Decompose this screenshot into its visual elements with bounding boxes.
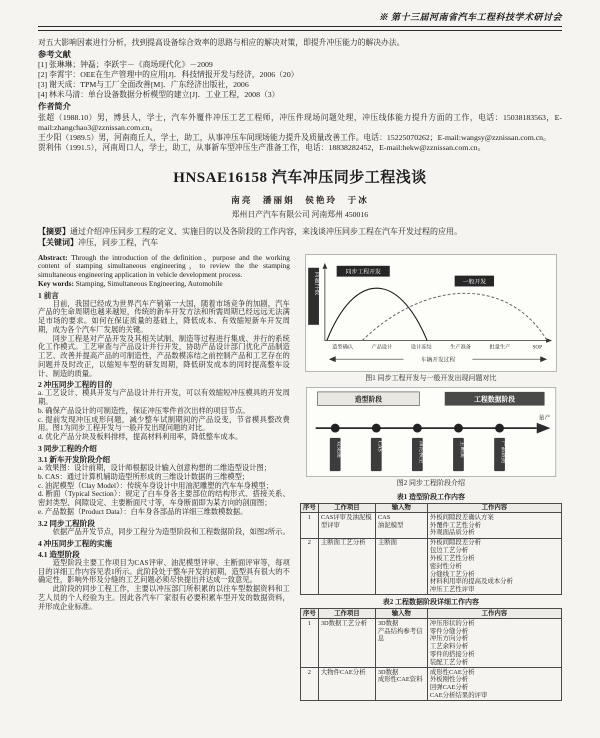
abstract-cn-text: 通过介绍冲压同步工程的定义、实施目的以及各阶段的工作内容，来浅谈冲压同步工程在汽车开发过程的应用。	[70, 226, 462, 236]
table-cell	[375, 668, 427, 701]
table-cell-line: 冲压形状的分析	[429, 619, 475, 627]
figure1-xtick-0: 造型确认	[332, 343, 353, 350]
figure2-phase1-label: 造型阶段	[354, 395, 382, 403]
abstract-cn-label: 【摘要】	[38, 226, 70, 236]
figure1-caption: 图1 同步工程开发与一般开发出现问题对比	[365, 373, 497, 382]
abstract-cn	[38, 227, 562, 237]
figure1-legend1: 同步工程开发	[345, 269, 381, 276]
section-heading: 3 同步工程的介绍	[38, 443, 97, 453]
figure1-xtick-5: SOP	[532, 343, 542, 350]
table-cell-line: 主断面	[377, 539, 398, 547]
prev-paper-conclusion: 对五大影响因素进行分析，找到提高设备综合效率的思路与相应的解决对策，即提升冲压能力的解决办法。	[38, 38, 405, 47]
paragraph: Abstract: Through the introduction of the definition、purpose and the working content of stamping simultaneous engineering，to review the the stamping simultaneous engineering application in vehicle development process.	[38, 252, 290, 279]
table-cell-line: 密封性分析	[429, 562, 462, 570]
table-header-cell: 工作内容	[427, 609, 561, 619]
table2	[300, 608, 562, 701]
figure1-xtick-4: 批量生产	[489, 343, 511, 350]
table-cell-line: 工艺余料分析	[429, 643, 469, 651]
author-bio: 张超（1988.10）男，博县人，学士，汽车外覆件冲压工艺工程师，冲压件现场问题处理，冲压线体能力提升方面的工作，电话：15038183563，E-mail:zhangchao3@zznissan.com.cn。	[38, 112, 562, 132]
figure2-node-2	[413, 423, 422, 432]
header-divider	[38, 26, 562, 31]
paragraph: b. CAS：通过计算机辅助造型所形成的三维设计数据的三维模型；	[38, 471, 250, 481]
figure2-node-0	[331, 423, 340, 432]
table-cell-line: 零件分缝分析	[429, 627, 469, 635]
figure2-milestone-1: CAS	[376, 440, 383, 452]
paragraph: e. 产品数据（Product Data）：白车身各部品的详细三维数模数据。	[38, 506, 248, 516]
table-cell: CAS评审及油泥模型评审	[318, 513, 375, 538]
table-cell-line: CAE分析结果的评审	[429, 692, 488, 700]
figure1-xtick-2: 设计冻结	[410, 343, 432, 350]
table-cell-line: 外观面品质分析	[429, 529, 475, 537]
figure2-caption: 图2 同步工程阶段介绍	[396, 478, 466, 487]
figure2-node-1	[372, 423, 381, 432]
paragraph: c. 提前发现冲压成形问题，减少整车试制期间的产品设变，节省模具整改费用。图1为同步工程开发与一般开发出现问题的对比。	[38, 414, 290, 433]
table-cell-line: CAS	[377, 513, 391, 521]
table-cell-line: 成形性CAE资料	[377, 676, 423, 684]
table-cell-line: 冲压工艺性评审	[429, 586, 475, 594]
table-row	[300, 668, 561, 701]
table-cell	[427, 619, 561, 668]
paragraph: a. 效果图：设计前期，设计师根据设计输入创意构想的二维造型设计图；	[38, 463, 272, 473]
table-cell	[427, 668, 561, 701]
keywords-cn-label: 【关键词】	[38, 238, 78, 248]
table-cell	[375, 538, 427, 595]
table1	[300, 503, 562, 596]
table-row	[300, 513, 561, 538]
reference-item: [3] 谢天成：TPM与工厂全面改善[M]．广东经济出版社，2006	[38, 80, 249, 90]
paragraph: 此阶段的同步工程工作，主要以冲压部门所积累的以往车型数据资料和工艺人员的个人经验为主。因此各汽车厂家很有必要积累车型开发的数据资料，并形成企业标准。	[38, 584, 290, 611]
table-cell-line: 外板间隙段差分析	[429, 539, 481, 547]
figure2-node-3	[454, 423, 463, 432]
section-heading: 1 前言	[38, 290, 59, 300]
table-cell: 1	[300, 619, 318, 668]
table-cell	[427, 538, 561, 595]
subsection-heading: 4.1 造型阶段	[38, 549, 80, 559]
paragraph: 同步工程是对产品开发及其相关试制、制造等过程进行集成、并行的系统化工作模式。工艺审查与产品设计并行开发，协助产品设计部门优化产品制造工艺、改善并提高产品的可制造性，产品数模冻结之前控制产品和工艺存在的问题并及时改正，以缩短车型的研发周期，降低研发成本的同时提高整车设计、制造的质量。	[38, 333, 290, 378]
table-cell-line: 回弹CAE分析	[429, 684, 469, 692]
table-cell: 1	[300, 513, 318, 538]
table-header-cell: 输入物	[375, 609, 427, 619]
header-ornament: ※	[378, 12, 389, 22]
reference-item: [1] 张琳琳；钟磊；李跃宇－《商场现代化》－2009	[38, 60, 213, 70]
table-header-cell: 工作项目	[318, 609, 375, 619]
table-cell-line: 材料利用率的提高及成本分析	[429, 578, 513, 586]
table-cell-line: 外板间隙段差确认方案	[429, 513, 494, 521]
reference-item: [2] 李霄宇：OEE在生产管理中的应用[J]．科技情报开发与经济，2006（20）	[38, 70, 299, 80]
figure2-milestone-4: 产品数据	[499, 440, 506, 463]
conference-header	[38, 6, 562, 23]
table-cell-line: 成形性CAE分析	[429, 668, 475, 676]
table-cell	[375, 619, 427, 668]
paragraph: 依据产品开发节点，同步工程分为造型阶段和工程数据阶段，如图2所示。	[52, 526, 290, 536]
figure2-diagram	[300, 387, 562, 477]
paragraph-lead: Abstract:	[38, 252, 72, 262]
table-cell: 2	[300, 668, 318, 701]
table-cell: 3D数据工艺分析	[318, 619, 375, 668]
table-header-cell: 输入物	[375, 503, 427, 513]
author-bio: 贺利伟（1991.5），河南周口人，学士，助工，从事新车型冲压生产准备工作，电话：18838282452，E-mail:hekw@zznissan.com.cn。	[38, 142, 486, 152]
table-cell-line: 外板刚性分析	[429, 676, 469, 684]
figure2-milestone-0: 效果图	[335, 440, 342, 458]
paper-authors: 南亮 潘丽娟 侯艳玲 于冰	[231, 194, 369, 205]
table-cell-line: 产品结构参考信息	[377, 627, 423, 643]
table-header-cell: 序号	[300, 609, 318, 619]
paragraph: 目前，我国已经成为世界汽车产销第一大国，随着市场竞争的加剧，汽车产品的生命周期也越来越短，传统的新车开发方法和所需周期已经远远无法满足市场的要求。如何在保证质量的基础上，降低成本、有效缩短新车开发周期，成为各个汽车厂发展的关键。	[38, 298, 290, 334]
table-header-row	[300, 609, 561, 619]
table-cell	[375, 513, 427, 538]
table-cell-line: 3D数据	[377, 668, 399, 676]
table-header-cell: 工作项目	[318, 503, 375, 513]
right-column	[300, 254, 562, 702]
table-cell-line: 外覆件工艺性分析	[429, 521, 481, 529]
paragraph: b. 确保产品设计的可制造性，保证冲压零件首次出样的项目节点。	[38, 405, 250, 415]
bios-heading: 作者简介	[38, 102, 71, 112]
front-matter	[38, 38, 562, 153]
figure2-milestone-2: 油泥模型	[417, 440, 424, 463]
table-cell-line: 3D数据	[377, 619, 399, 627]
reference-item: [4] 林米马清：单台设备数据分析模型的建立[J]．工业工程，2008（3）	[38, 90, 280, 100]
table-cell-line: 装配工艺分析	[429, 658, 469, 666]
table-cell-line: 冲压方向分析	[429, 635, 469, 643]
figure2-node-4	[495, 423, 504, 432]
paragraph: d. 断面（Typical Section）：规定了白车身各主要部位的结构形式、搭接关系、密封类型、间隙设定、主要断面尺寸等，车身断面即为某方向的剖面图；	[38, 489, 290, 508]
table-cell: 2	[300, 538, 318, 595]
table-header-cell: 工作内容	[427, 503, 561, 513]
subsection-heading: 3.1 新车开发阶段介绍	[38, 455, 111, 465]
figure1-axis-note: 车辆开发过程	[420, 357, 455, 364]
paragraph: Key words: Stamping, Simultaneous Engineering, Automobile	[38, 278, 223, 288]
left-column	[38, 254, 290, 612]
figure1-xtick-3: 生产准备	[450, 343, 471, 350]
figure2-phase2-label: 工程数据阶段	[474, 395, 516, 403]
paragraph-lead: Key words:	[38, 278, 76, 288]
table-header-row	[300, 503, 561, 513]
keywords-cn	[38, 238, 562, 248]
references-heading: 参考文献	[38, 49, 71, 59]
figure1-chart	[300, 254, 562, 372]
table-cell	[427, 513, 561, 538]
keywords-cn-text: 冲压，同步工程，汽车	[78, 238, 158, 248]
two-column-body	[38, 254, 562, 702]
table2-caption: 表2 工程数据阶段详细工作内容	[382, 598, 480, 607]
paragraph: c. 油泥模型（Clay Model）：传统车身设计中用油泥雕塑的汽车车身模型；	[38, 480, 273, 490]
section-heading: 2 冲压同步工程的目的	[38, 380, 113, 390]
table-cell: 大物件CAE分析	[318, 668, 375, 701]
section-heading: 4 冲压同步工程的实施	[38, 538, 113, 548]
table-cell-line: 分缝线工艺分析	[429, 570, 475, 578]
table-header-cell: 序号	[300, 503, 318, 513]
conference-title: 第十三届河南省汽车工程科技学术研讨会	[390, 12, 562, 22]
figure1-ylabel: 问题件数	[313, 271, 320, 295]
subsection-heading: 3.2 同步工程阶段	[38, 518, 95, 528]
paper-title: HNSAE16158 汽车冲压同步工程浅谈	[173, 169, 427, 186]
figure1-legend2: 一般开发	[462, 279, 486, 285]
table-cell-line: 油泥模型	[377, 521, 404, 529]
paragraph: a. 工艺设计、模具开发与产品设计并行开发，可以有效缩短冲压模具的开发周期。	[38, 388, 290, 407]
table-cell-line: 零件的搭接分析	[429, 651, 475, 658]
paragraph: 造型阶段主要工作项目为CAS评审、油泥模型评审、主断面评审等，每项目的详细工作内容见表1所示。此阶段处于整车开发的初期，造型具有很大的不确定性，影响外形及分缝的工艺问题必须尽快提出并达成一致意见。	[38, 557, 290, 585]
table-cell: 主断面工艺分析	[318, 538, 375, 595]
paper-affiliation: 郑州日产汽车有限公司 河南郑州 450016	[231, 209, 369, 219]
table1-caption: 表1 造型阶段工作内容	[396, 492, 466, 501]
bios-list	[38, 113, 562, 153]
table-row	[300, 538, 561, 595]
figure2-milestone-3: 主断面	[458, 440, 465, 458]
paragraph: d. 优化产品分块及板料排样，提高材料利用率，降低整车成本。	[38, 432, 243, 442]
references-list	[38, 60, 562, 100]
author-bio: 王少阳（1989.5）男，河南商丘人，学士，助工，从事冲压车间现场能力提升及质量改善工作。电话：15225070262；E-mail:wangsy@zznissan.com.cn。	[38, 132, 551, 142]
table-cell-line: 包边工艺分析	[429, 547, 469, 555]
table-row	[300, 619, 561, 668]
table-cell-line: 外板工艺性分析	[429, 554, 475, 562]
figure1-xtick-1: 产品设计	[371, 343, 393, 350]
figure2-end-label: 量产	[538, 414, 551, 421]
